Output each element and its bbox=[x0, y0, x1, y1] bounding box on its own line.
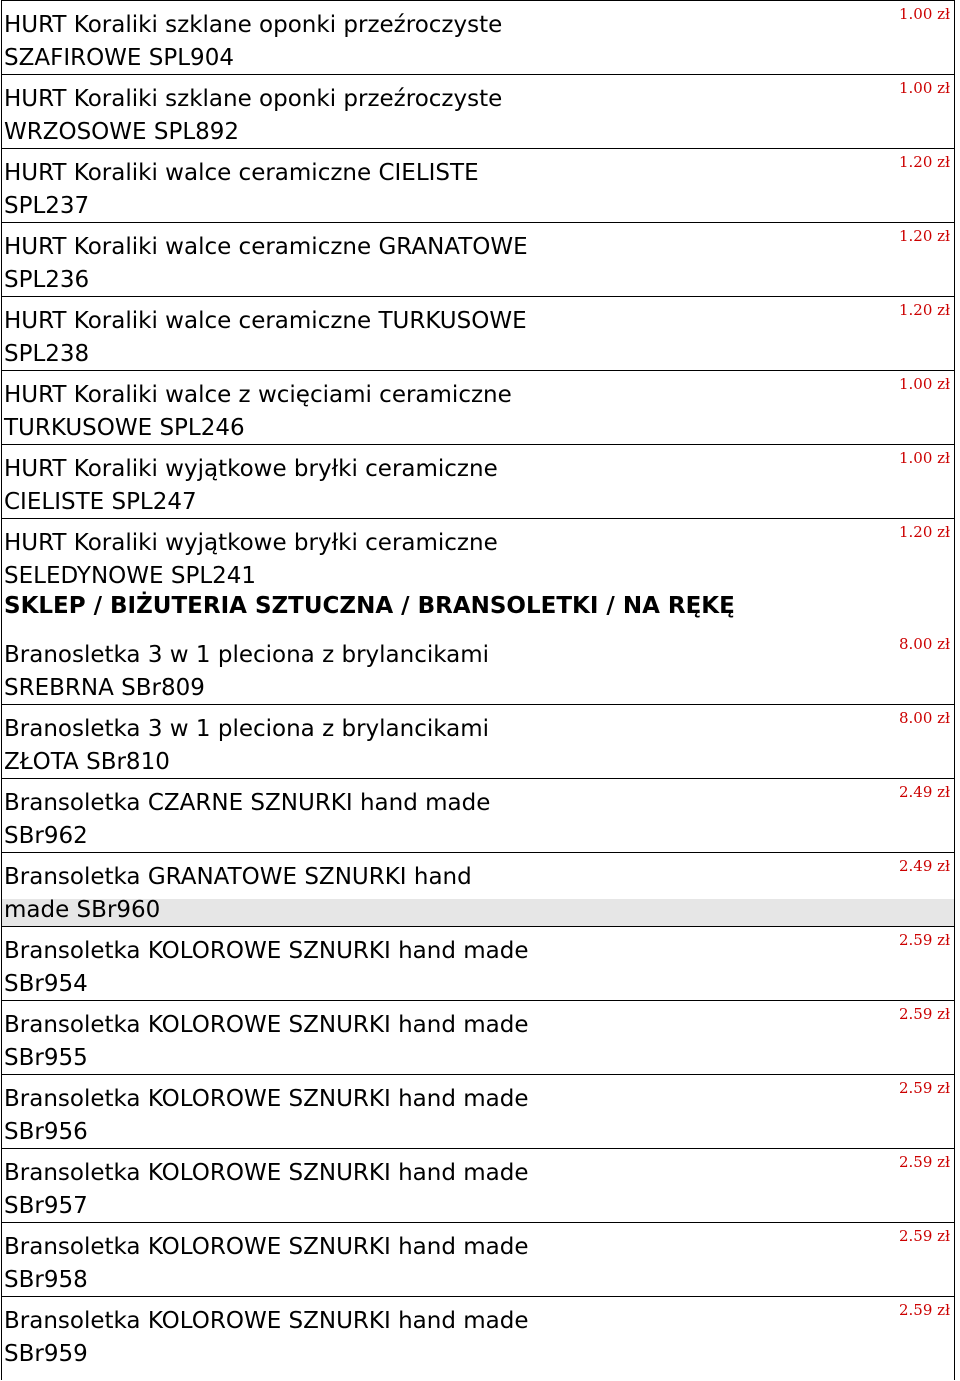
product-name: HURT Koraliki walce ceramiczne TURKUSOWE SPL238 bbox=[4, 308, 527, 367]
product-name: Branosletka 3 w 1 pleciona z brylancikami SREBRNA SBr809 bbox=[4, 642, 490, 701]
product-row bbox=[2, 149, 954, 223]
product-row bbox=[2, 853, 954, 927]
product-price: 1.20 zł bbox=[899, 153, 950, 171]
product-row bbox=[2, 1223, 954, 1297]
product-name: HURT Koraliki szklane oponki przeźroczyste WRZOSOWE SPL892 bbox=[4, 86, 503, 145]
product-row bbox=[2, 75, 954, 149]
product-price: 1.00 zł bbox=[899, 375, 950, 393]
product-price: 2.59 zł bbox=[899, 1005, 950, 1023]
product-name: Bransoletka KOLOROWE SZNURKI hand made SBr956 bbox=[4, 1086, 529, 1145]
product-row bbox=[2, 1, 954, 75]
product-name: Bransoletka KOLOROWE SZNURKI hand made SBr958 bbox=[4, 1234, 529, 1293]
product-row bbox=[2, 445, 954, 519]
price-list-sheet bbox=[1, 0, 955, 1380]
product-price: 1.20 zł bbox=[899, 301, 950, 319]
product-price: 1.20 zł bbox=[899, 227, 950, 245]
product-row bbox=[2, 631, 954, 705]
product-row bbox=[2, 371, 954, 445]
product-name: Branosletka 3 w 1 pleciona z brylancikami ZŁOTA SBr810 bbox=[4, 716, 490, 775]
product-name: Bransoletka GRANATOWE SZNURKI hand made SBr960 bbox=[4, 864, 472, 923]
product-row bbox=[2, 927, 954, 1001]
product-price: 1.20 zł bbox=[899, 523, 950, 541]
product-price: 8.00 zł bbox=[899, 635, 950, 653]
category-heading: SKLEP / BIŻUTERIA SZTUCZNA / BRANSOLETKI / NA RĘKĘ bbox=[4, 593, 735, 619]
product-name: Bransoletka KOLOROWE SZNURKI hand made SBr959 bbox=[4, 1308, 529, 1367]
product-row bbox=[2, 519, 954, 599]
product-price: 1.00 zł bbox=[899, 449, 950, 467]
product-name: HURT Koraliki wyjątkowe bryłki ceramiczne CIELISTE SPL247 bbox=[4, 456, 498, 515]
product-name: HURT Koraliki walce z wcięciami ceramiczne TURKUSOWE SPL246 bbox=[4, 382, 512, 441]
product-row bbox=[2, 705, 954, 779]
product-row bbox=[2, 779, 954, 853]
product-name: HURT Koraliki walce ceramiczne CIELISTE SPL237 bbox=[4, 160, 479, 219]
product-row bbox=[2, 297, 954, 371]
product-name: HURT Koraliki szklane oponki przeźroczyste SZAFIROWE SPL904 bbox=[4, 12, 503, 71]
product-row bbox=[2, 1297, 954, 1371]
product-price: 8.00 zł bbox=[899, 709, 950, 727]
product-row bbox=[2, 1001, 954, 1075]
product-name: Bransoletka CZARNE SZNURKI hand made SBr962 bbox=[4, 790, 491, 849]
product-name: Bransoletka KOLOROWE SZNURKI hand made SBr954 bbox=[4, 938, 529, 997]
product-row bbox=[2, 1075, 954, 1149]
product-price: 2.59 zł bbox=[899, 1301, 950, 1319]
product-name: HURT Koraliki walce ceramiczne GRANATOWE SPL236 bbox=[4, 234, 528, 293]
product-price: 2.59 zł bbox=[899, 1079, 950, 1097]
product-price: 2.49 zł bbox=[899, 857, 950, 875]
product-price: 2.59 zł bbox=[899, 931, 950, 949]
product-row bbox=[2, 223, 954, 297]
product-name: Bransoletka KOLOROWE SZNURKI hand made SBr957 bbox=[4, 1160, 529, 1219]
product-name: Bransoletka KOLOROWE SZNURKI hand made SBr955 bbox=[4, 1012, 529, 1071]
product-price: 1.00 zł bbox=[899, 79, 950, 97]
product-row bbox=[2, 1149, 954, 1223]
product-price: 2.49 zł bbox=[899, 783, 950, 801]
product-price: 1.00 zł bbox=[899, 5, 950, 23]
product-name: HURT Koraliki wyjątkowe bryłki ceramiczne SELEDYNOWE SPL241 bbox=[4, 530, 498, 589]
product-price: 2.59 zł bbox=[899, 1153, 950, 1171]
product-price: 2.59 zł bbox=[899, 1227, 950, 1245]
